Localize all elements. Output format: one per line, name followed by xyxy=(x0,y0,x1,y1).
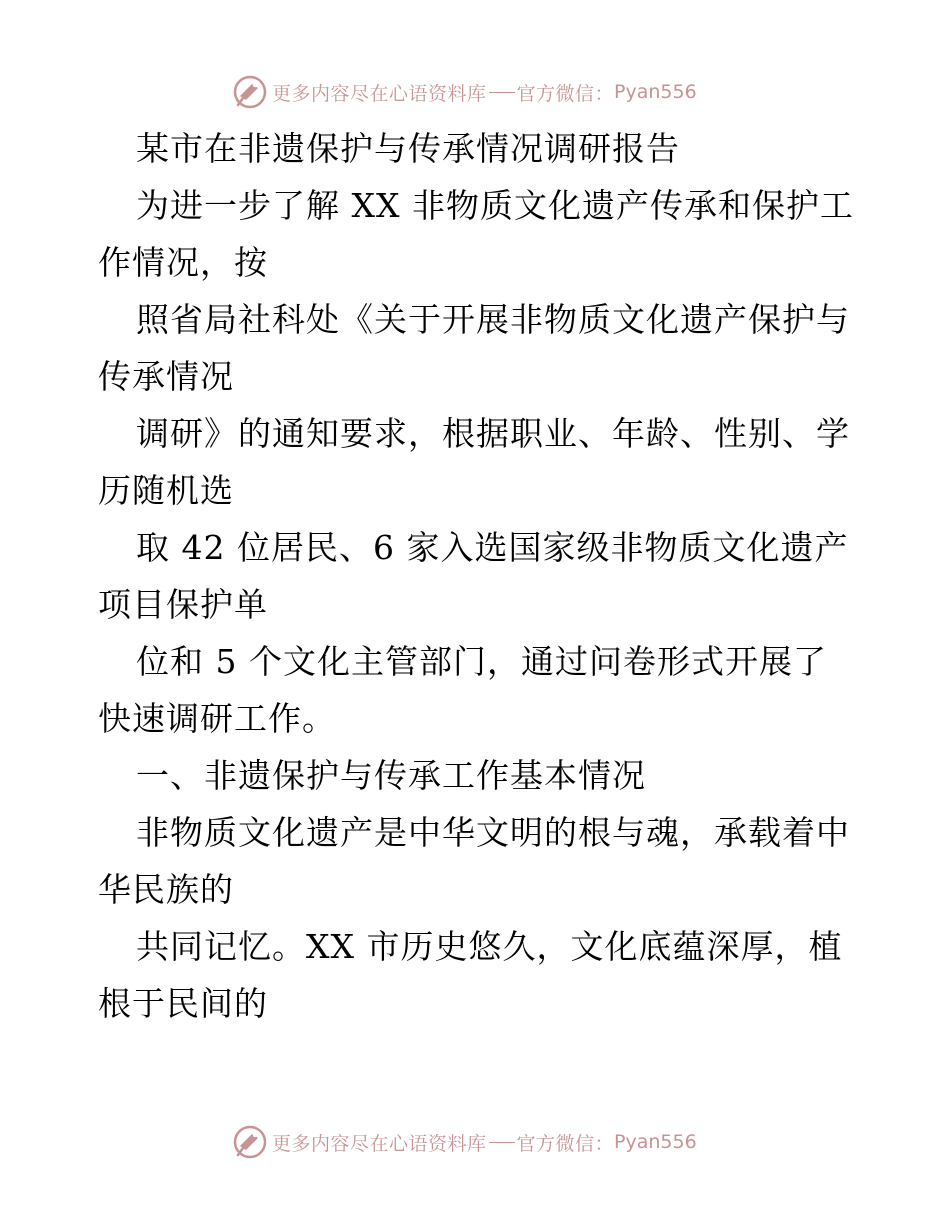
text-line: 位和 5 个文化主管部门，通过问卷形式开展了 xyxy=(136,642,827,681)
text-line: 根于民间的 xyxy=(98,984,268,1023)
text-line: 项目保护单 xyxy=(98,585,268,624)
text-line: 历随机选 xyxy=(98,471,234,510)
watermark-account: Pyan556 xyxy=(614,81,697,103)
seal-logo-icon xyxy=(232,74,268,110)
text-line: 快速调研工作。 xyxy=(98,699,336,738)
document-body xyxy=(98,120,858,1032)
text-line: 为进一步了解 XX 非物质文化遗产传承和保护工 xyxy=(136,186,854,225)
watermark-separator xyxy=(489,1142,515,1143)
text-line: 华民族的 xyxy=(98,870,234,909)
watermark-separator xyxy=(489,92,515,93)
watermark-label: 官方微信： xyxy=(516,1132,615,1155)
text-line: 传承情况 xyxy=(98,357,234,396)
watermark-account: Pyan556 xyxy=(614,1131,697,1153)
text-line: 照省局社科处《关于开展非物质文化遗产保护与 xyxy=(136,300,850,339)
watermark-label: 官方微信： xyxy=(516,82,615,105)
text-line: 作情况，按 xyxy=(98,243,268,282)
watermark-banner-bottom xyxy=(232,1122,697,1162)
text-line: 调研》的通知要求，根据职业、年龄、性别、学 xyxy=(136,414,850,453)
seal-logo-icon xyxy=(232,1124,268,1160)
watermark-text: 更多内容尽在心语资料库 xyxy=(272,82,487,105)
text-line: 取 42 位居民、6 家入选国家级非物质文化遗产 xyxy=(136,528,849,567)
text-line: 非物质文化遗产是中华文明的根与魂，承载着中 xyxy=(136,813,850,852)
text-line: 共同记忆。XX 市历史悠久，文化底蕴深厚，植 xyxy=(136,927,843,966)
document-title: 某市在非遗保护与传承情况调研报告 xyxy=(136,129,680,168)
section-heading: 一、非遗保护与传承工作基本情况 xyxy=(136,756,646,795)
watermark-banner-top xyxy=(232,72,697,112)
watermark-text: 更多内容尽在心语资料库 xyxy=(272,1132,487,1155)
